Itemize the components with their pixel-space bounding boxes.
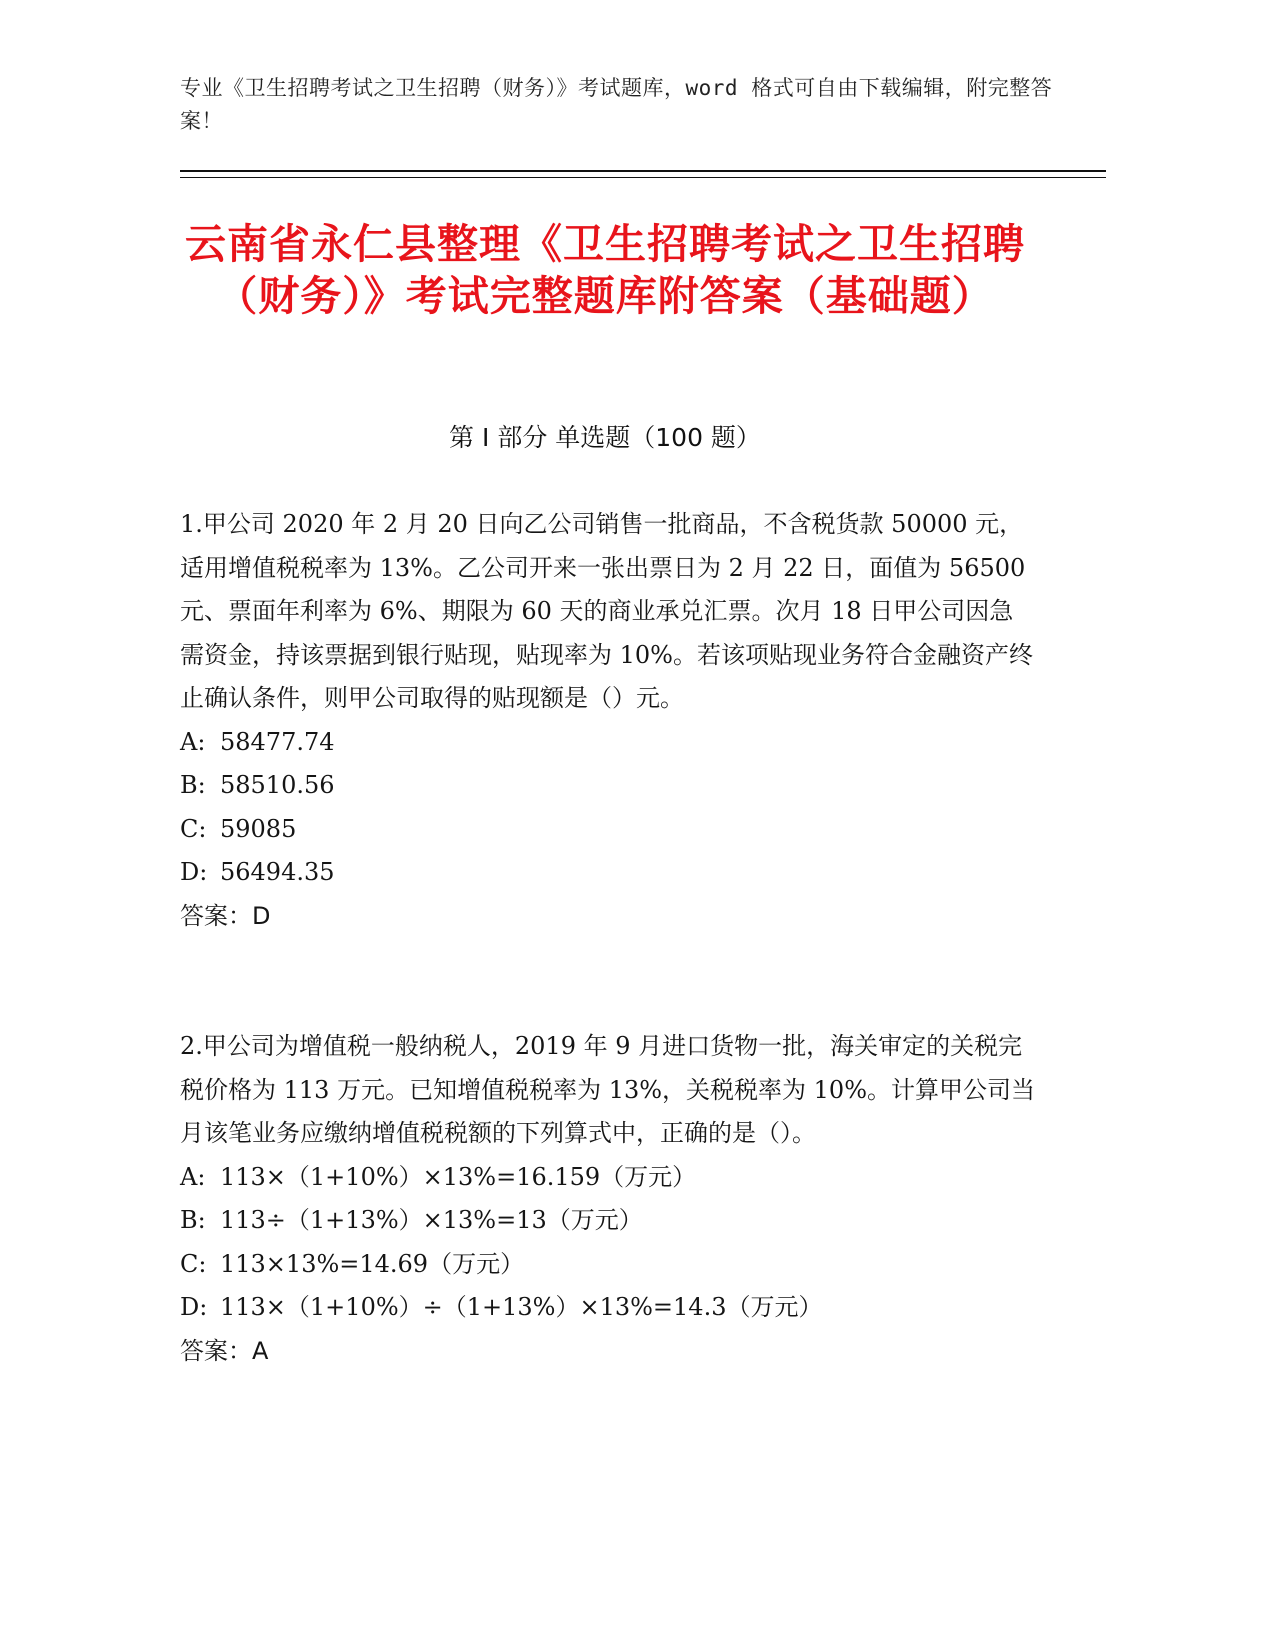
section-title: 第 I 部分 单选题（100 题） bbox=[449, 423, 761, 452]
option-letter: A: bbox=[180, 727, 206, 756]
header-rule-thick bbox=[180, 170, 1106, 172]
option-c bbox=[180, 1243, 1035, 1287]
header-note: 专业《卫生招聘考试之卫生招聘（财务）》考试题库，word 格式可自由下载编辑，附完整答案！ bbox=[180, 76, 1053, 133]
option-text: 113×（1+10%）÷（1+13%）×13%=14.3（万元） bbox=[220, 1293, 823, 1321]
option-text: 113×（1+10%）×13%=16.159（万元） bbox=[220, 1162, 697, 1191]
option-a bbox=[180, 721, 1035, 765]
option-letter: D: bbox=[180, 858, 208, 886]
option-letter: B: bbox=[180, 771, 206, 799]
answer-line: 答案：D bbox=[180, 901, 271, 930]
option-text: 58510.56 bbox=[220, 771, 335, 799]
option-letter: C: bbox=[180, 814, 207, 843]
option-letter: B: bbox=[180, 1206, 206, 1234]
question-stem: 2.甲公司为增值税一般纳税人，2019 年 9 月进口货物一批，海关审定的关税完税价格为 113 万元。已知增值税税率为 13%，关税税率为 10%。计算甲公司当月该笔业务应缴纳增值税税额的下列算式中，正确的是（）。 bbox=[180, 1032, 1036, 1147]
option-letter: A: bbox=[180, 1162, 206, 1191]
option-b bbox=[180, 1199, 1035, 1243]
option-text: 58477.74 bbox=[220, 727, 335, 756]
option-text: 59085 bbox=[220, 814, 297, 843]
header-rule-thin bbox=[180, 177, 1106, 178]
option-d bbox=[180, 1286, 1035, 1330]
document-title: 云南省永仁县整理《卫生招聘考试之卫生招聘（财务）》考试完整题库附答案（基础题） bbox=[185, 220, 1025, 320]
option-a bbox=[180, 1156, 1035, 1200]
option-text: 113÷（1+13%）×13%=13（万元） bbox=[220, 1206, 643, 1234]
option-text: 113×13%=14.69（万元） bbox=[220, 1249, 525, 1278]
option-text: 56494.35 bbox=[220, 858, 335, 886]
answer-line: 答案：A bbox=[180, 1336, 269, 1365]
option-letter: C: bbox=[180, 1249, 207, 1278]
option-d bbox=[180, 851, 1035, 895]
question-block bbox=[180, 503, 1035, 938]
option-c bbox=[180, 808, 1035, 852]
option-letter: D: bbox=[180, 1293, 208, 1321]
question-block bbox=[180, 1025, 1035, 1373]
option-b bbox=[180, 764, 1035, 808]
question-stem: 1.甲公司 2020 年 2 月 20 日向乙公司销售一批商品，不含税货款 50000 元，适用增值税税率为 13%。乙公司开来一张出票日为 2 月 22 日，面值为 56500 元、票面年利率为 6%、期限为 60 天的商业承兑汇票。次月 18 日甲公司因急需资金，持该票据到银行贴现，贴现率为 10%。若该项贴现业务符合金融资产终止确认条件，则甲公司取得的贴现额是（）元。 bbox=[180, 510, 1033, 712]
